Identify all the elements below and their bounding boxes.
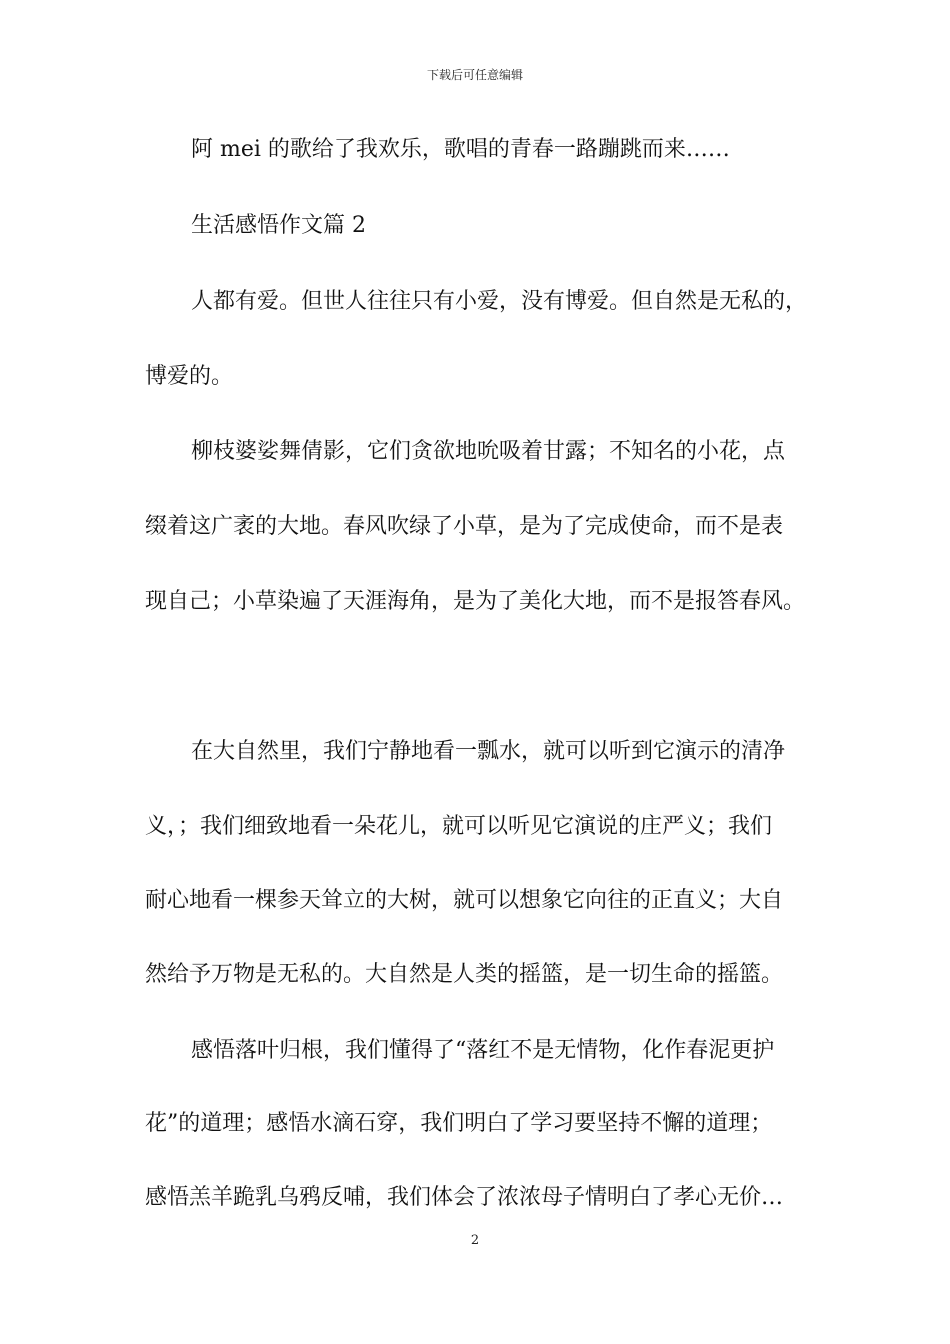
paragraph-line: 现自己；小草染遍了天涯海角，是为了美化大地，而不是报答春风。 <box>145 589 806 614</box>
paragraph-line: 感悟落叶归根，我们懂得了“落红不是无情物，化作春泥更护 <box>191 1038 775 1063</box>
paragraph-line: 感悟羔羊跪乳乌鸦反哺，我们体会了浓浓母子情明白了孝心无价… <box>145 1185 784 1210</box>
section-heading: 生活感悟作文篇 2 <box>191 213 366 238</box>
paragraph-line: 阿 mei 的歌给了我欢乐，歌唱的青春一路蹦跳而来…… <box>191 137 730 162</box>
page-header: 下载后可任意编辑 <box>426 68 523 82</box>
paragraph-line: 博爱的。 <box>145 364 234 389</box>
paragraph-line: 耐心地看一棵参天耸立的大树，就可以想象它向往的正直义；大自 <box>145 888 784 913</box>
paragraph-line: 花”的道理；感悟水滴石穿，我们明白了学习要坚持不懈的道理； <box>145 1111 773 1136</box>
paragraph-line: 人都有爱。但世人往往只有小爱，没有博爱。但自然是无私的， <box>191 289 808 314</box>
paragraph-line: 义，；我们细致地看一朵花儿，就可以听见它演说的庄严义；我们 <box>145 814 773 839</box>
paragraph-line: 然给予万物是无私的。大自然是人类的摇篮，是一切生命的摇篮。 <box>145 962 784 987</box>
paragraph-line: 缀着这广袤的大地。春风吹绿了小草，是为了完成使命，而不是表 <box>145 514 784 539</box>
page-number: 2 <box>470 1233 480 1248</box>
paragraph-line: 在大自然里，我们宁静地看一瓢水，就可以听到它演示的清净 <box>191 739 786 764</box>
paragraph-line: 柳枝婆娑舞倩影，它们贪欲地吮吸着甘露；不知名的小花，点 <box>191 439 786 464</box>
